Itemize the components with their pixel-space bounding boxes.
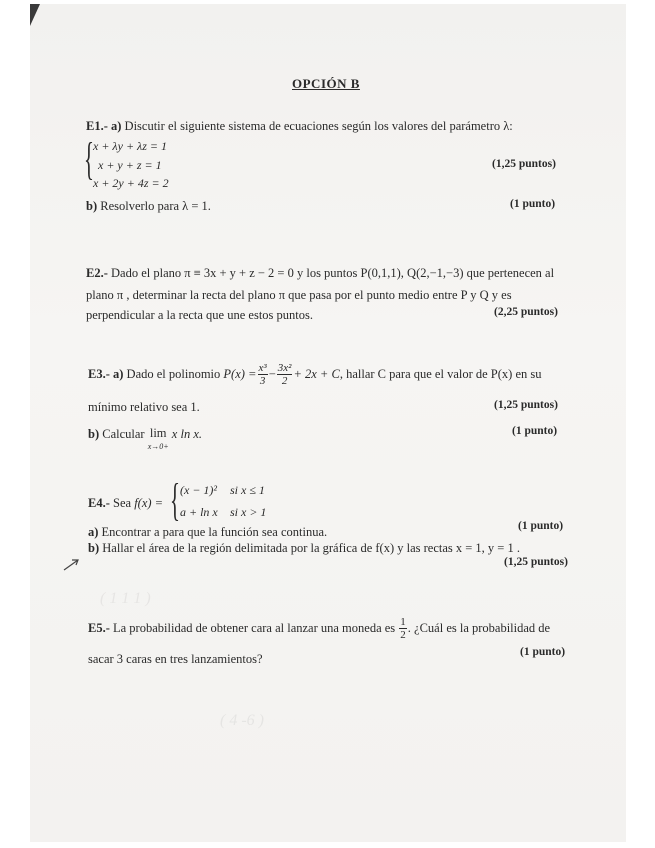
e4-part-b-points: (1,25 puntos) [504, 556, 568, 568]
e5-post: . ¿Cuál es la probabilidad de [407, 621, 551, 635]
e1-label: E1.- [86, 119, 108, 133]
fraction-x-cubed-over-3 [258, 362, 268, 387]
fraction-numerator: 3x² [277, 362, 292, 374]
e2-line-1 [86, 266, 554, 281]
e2-line-2: plano π , determinar la recta del plano π que pasa por el punto medio entre P y Q y es [86, 288, 512, 302]
e4-part-b [88, 541, 520, 556]
fraction-numerator: 1 [400, 616, 406, 628]
fraction-denominator: 2 [281, 375, 288, 387]
shadow-corner [30, 4, 40, 26]
e3-part-a-line-1 [88, 362, 542, 387]
e2-text-1: Dado el plano π ≡ 3x + y + z − 2 = 0 y los puntos P(0,1,1), Q(2,−1,−3) que pertenecen al [111, 266, 555, 280]
e5-points: (1 punto) [520, 646, 566, 658]
e4-part-b-text: Hallar el área de la región delimitada por la gráfica de f(x) y las rectas x = 1, y = 1 . [102, 541, 520, 555]
e4-part-b-label: b) [88, 541, 100, 555]
equation-1: x + λy + λz = 1 [93, 139, 168, 153]
equation-3: x + 2y + 4z = 2 [93, 176, 169, 190]
function-lhs: f(x) = [134, 496, 164, 510]
e5-pre: La probabilidad de obtener cara al lanzar una moneda es [113, 621, 396, 635]
e2-label: E2.- [86, 266, 108, 280]
e2-points: (2,25 puntos) [494, 306, 558, 318]
e1-part-b-label: b) [86, 199, 98, 213]
e4-part-a-text: Encontrar a para que la función sea continua. [101, 525, 328, 539]
e3-part-a-line-2: mínimo relativo sea 1. [88, 400, 200, 414]
e4-label: E4.- [88, 496, 110, 510]
e1-part-b [86, 199, 211, 214]
system-brace: { [84, 133, 94, 184]
fraction-numerator: x³ [258, 362, 267, 374]
e4-part-a [88, 525, 327, 540]
limit-subscript: x→0+ [147, 442, 169, 451]
limit-expression: x ln x. [171, 427, 202, 441]
bleed-through-mark: ( 1 1 1 ) [100, 590, 151, 607]
piece-2-expression: a + ln x [180, 505, 218, 519]
limit-symbol: lim [149, 426, 167, 440]
e1-part-a-points: (1,25 puntos) [492, 158, 556, 170]
handwritten-arrow-icon [62, 557, 80, 571]
e4-part-a-label: a) [88, 525, 99, 539]
e1-part-a-text: Discutir el siguiente sistema de ecuaciones según los valores del parámetro λ: [124, 119, 513, 133]
e1-statement [86, 119, 513, 134]
piece-1-expression: (x − 1)² [180, 483, 218, 497]
polynomial-lhs: P(x) = [223, 367, 257, 381]
page-title: OPCIÓN B [292, 76, 360, 91]
fraction-one-half [399, 616, 407, 641]
fraction-3x-squared-over-2 [277, 362, 293, 387]
piecewise-brace: { [170, 474, 180, 525]
equation-2: x + y + z = 1 [98, 158, 162, 172]
e1-part-b-points: (1 punto) [510, 198, 556, 210]
e3-part-b [88, 427, 202, 453]
e3-part-b-label: b) [88, 427, 100, 441]
fraction-denominator: 3 [259, 375, 266, 387]
e1-part-b-text: Resolverlo para λ = 1. [100, 199, 211, 213]
fraction-denominator: 2 [400, 629, 406, 641]
bleed-through-mark: ( 4 -6 ) [220, 712, 264, 729]
e5-line-1 [88, 616, 550, 641]
piece-2-condition: si x > 1 [230, 505, 267, 519]
e5-label: E5.- [88, 621, 110, 635]
e3-part-a-pre: Dado el polinomio [126, 367, 221, 381]
e3-part-a-post: , hallar C para que el valor de P(x) en su [339, 367, 542, 381]
piece-1-condition: si x ≤ 1 [230, 483, 265, 497]
e4-pre: Sea [113, 496, 132, 510]
e5-line-2: sacar 3 caras en tres lanzamientos? [88, 652, 263, 666]
e3-label: E3.- [88, 367, 110, 381]
e2-line-3: perpendicular a la recta que une estos puntos. [86, 308, 313, 322]
e3-part-b-text: Calcular [102, 427, 145, 441]
e3-part-a-label: a) [113, 367, 124, 381]
limit-operator [148, 427, 169, 453]
e3-part-b-points: (1 punto) [512, 425, 558, 437]
e4-part-a-points: (1 punto) [518, 520, 564, 532]
e4-definition [88, 496, 163, 511]
e3-part-a-points: (1,25 puntos) [494, 399, 558, 411]
e1-part-a-label: a) [111, 119, 122, 133]
minus-sign: − [268, 367, 276, 381]
polynomial-tail: + 2x + C [293, 367, 340, 381]
